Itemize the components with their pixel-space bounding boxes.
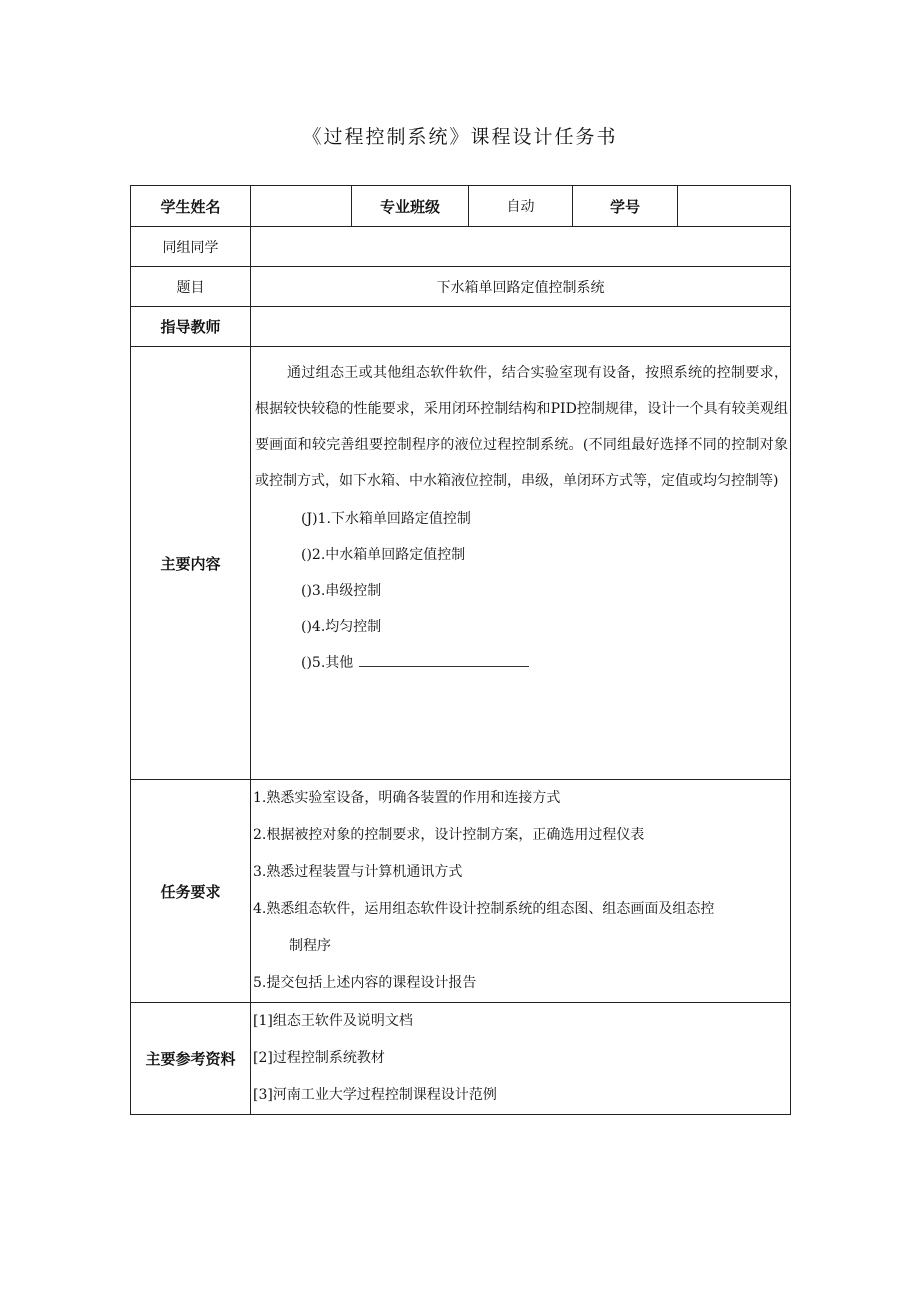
document-title: 《过程控制系统》课程设计任务书 — [302, 126, 618, 148]
reference-item: [3]河南工业大学过程控制课程设计范例 — [253, 1087, 497, 1103]
task-form-table — [130, 185, 791, 1115]
task-item: 4.熟悉组态软件，运用组态软件设计控制系统的组态图、组态画面及组态控 — [253, 901, 715, 917]
main-content-cell — [251, 347, 791, 780]
references-cell — [251, 1003, 791, 1115]
task-item: 5.提交包括上述内容的课程设计报告 — [253, 975, 477, 991]
student-id-field[interactable] — [678, 186, 791, 227]
task-item: 1.熟悉实验室设备，明确各装置的作用和连接方式 — [253, 790, 561, 806]
row-instructor — [131, 307, 791, 347]
option-item-other[interactable] — [255, 645, 788, 681]
option-item[interactable]: (J)1.下水箱单回路定值控制 — [301, 511, 471, 527]
group-members-label: 同组同学 — [131, 227, 251, 267]
row-task-requirements — [131, 780, 791, 1003]
student-name-label: 学生姓名 — [131, 186, 251, 227]
option-item[interactable]: ()4.均匀控制 — [301, 619, 382, 635]
student-id-label: 学号 — [573, 186, 678, 227]
option-item[interactable]: ()3.串级控制 — [301, 583, 382, 599]
row-student-info — [131, 186, 791, 227]
group-members-field[interactable] — [251, 227, 791, 267]
other-blank-line[interactable] — [359, 652, 529, 667]
instructor-field[interactable] — [251, 307, 791, 347]
topic-label: 题目 — [131, 267, 251, 307]
main-content-paragraph: 通过组态王或其他组态软件软件，结合实验室现有设备，按照系统的控制要求，根据较快较稳的性能要求，采用闭环控制结构和PID控制规律，设计一个具有较美观组要画面和较完善组要控制程序的液位过程控制系统。(不同组最好选择不同的控制对象或控制方式，如下水箱、中水箱液位控制，串级，单闭环方式等，定值或均匀控制等) — [255, 365, 788, 489]
task-item: 2.根据被控对象的控制要求，设计控制方案，正确选用过程仪表 — [253, 827, 645, 843]
task-item-continuation: 制程序 — [289, 938, 331, 954]
row-group-members — [131, 227, 791, 267]
reference-item: [2]过程控制系统教材 — [253, 1050, 385, 1066]
instructor-label: 指导教师 — [131, 307, 251, 347]
reference-item: [1]组态王软件及说明文档 — [253, 1013, 413, 1029]
option-other-label: ()5.其他 — [301, 655, 354, 671]
references-label: 主要参考资料 — [131, 1003, 251, 1115]
option-item[interactable]: ()2.中水箱单回路定值控制 — [301, 547, 466, 563]
topic-value: 下水箱单回路定值控制系统 — [251, 267, 791, 307]
major-class-field[interactable]: 自动 — [469, 186, 573, 227]
row-main-content — [131, 347, 791, 780]
task-item: 3.熟悉过程装置与计算机通讯方式 — [253, 864, 463, 880]
row-topic — [131, 267, 791, 307]
main-content-label: 主要内容 — [131, 347, 251, 780]
major-class-label: 专业班级 — [352, 186, 469, 227]
row-references — [131, 1003, 791, 1115]
task-requirements-label: 任务要求 — [131, 780, 251, 1003]
student-name-field[interactable] — [251, 186, 352, 227]
task-requirements-cell — [251, 780, 791, 1003]
